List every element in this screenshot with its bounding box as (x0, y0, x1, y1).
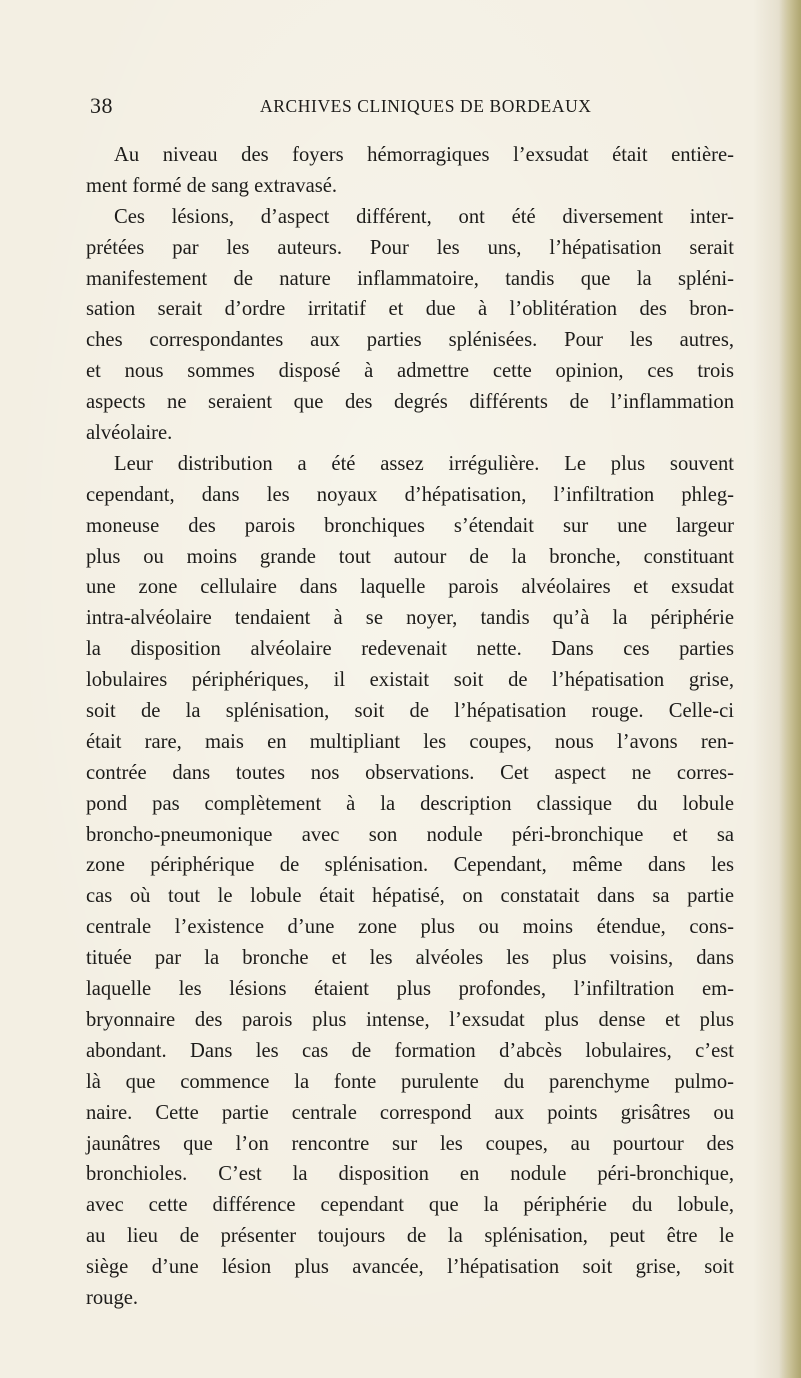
text-line: Ces lésions, d’aspect différent, ont été diversement inter- (114, 205, 734, 228)
text-line: la disposition alvéolaire redevenait nette. Dans ces parties (86, 638, 734, 661)
text-line: avec cette différence cependant que la périphérie du lobule, (86, 1194, 734, 1217)
text-line: prétées par les auteurs. Pour les uns, l’hépatisation serait (86, 236, 734, 259)
running-header (90, 92, 730, 120)
text-line: cependant, dans les noyaux d’hépatisation, l’infiltration phleg- (86, 483, 734, 506)
text-line: bronchioles. C’est la disposition en nodule péri-bronchique, (86, 1163, 734, 1186)
text-line: naire. Cette partie centrale correspond aux points grisâtres ou (86, 1101, 734, 1124)
text-line: aspects ne seraient que des degrés différents de l’inflammation (86, 391, 734, 414)
text-line: laquelle les lésions étaient plus profondes, l’infiltration em- (86, 978, 734, 1001)
text-line: intra-alvéolaire tendaient à se noyer, tandis qu’à la périphérie (86, 607, 734, 630)
text-line: siège d’une lésion plus avancée, l’hépatisation soit grise, soit (86, 1256, 734, 1279)
text-line: pond pas complètement à la description classique du lobule (86, 792, 734, 815)
text-line: lobulaires périphériques, il existait soit de l’hépatisation grise, (86, 669, 734, 692)
text-line: ment formé de sang extravasé. (86, 174, 338, 197)
text-line: alvéolaire. (86, 422, 173, 445)
text-line: au lieu de présenter toujours de la splénisation, peut être le (86, 1225, 734, 1248)
running-title: ARCHIVES CLINIQUES DE BORDEAUX (260, 96, 592, 116)
text-line: cas où tout le lobule était hépatisé, on constatait dans sa partie (86, 885, 734, 908)
text-line: centrale l’existence d’une zone plus ou moins étendue, cons- (86, 916, 734, 939)
text-line: contrée dans toutes nos observations. Cet aspect ne corres- (86, 761, 734, 784)
text-line: soit de la splénisation, soit de l’hépatisation rouge. Celle-ci (86, 700, 734, 723)
body-text (86, 140, 734, 1314)
text-line: jaunâtres que l’on rencontre sur les coupes, au pourtour des (86, 1132, 734, 1155)
text-line: bryonnaire des parois plus intense, l’exsudat plus dense et plus (86, 1008, 734, 1031)
text-line: manifestement de nature inflammatoire, tandis que la spléni- (86, 267, 734, 290)
text-line: abondant. Dans les cas de formation d’abcès lobulaires, c’est (86, 1039, 734, 1062)
text-line: broncho-pneumonique avec son nodule péri-bronchique et sa (86, 823, 734, 846)
text-line: Leur distribution a été assez irrégulière. Le plus souvent (114, 452, 734, 475)
text-line: une zone cellulaire dans laquelle parois alvéolaires et exsudat (86, 576, 734, 599)
text-line: plus ou moins grande tout autour de la bronche, constituant (86, 545, 734, 568)
text-line: moneuse des parois bronchiques s’étendait sur une largeur (86, 514, 734, 537)
text-line: là que commence la fonte purulente du parenchyme pulmo- (86, 1070, 734, 1093)
page-number: 38 (90, 93, 113, 118)
text-line: sation serait d’ordre irritatif et due à l’oblitération des bron- (86, 298, 734, 321)
text-line: tituée par la bronche et les alvéoles les plus voisins, dans (86, 947, 734, 970)
text-line: ches correspondantes aux parties splénisées. Pour les autres, (86, 329, 734, 352)
page-edge-shadow (779, 0, 801, 1378)
text-line: était rare, mais en multipliant les coupes, nous l’avons ren- (86, 730, 734, 753)
text-line: et nous sommes disposé à admettre cette opinion, ces trois (86, 360, 734, 383)
text-line: zone périphérique de splénisation. Cependant, même dans les (86, 854, 734, 877)
text-line: Au niveau des foyers hémorragiques l’exsudat était entière- (114, 144, 734, 166)
text-line: rouge. (86, 1286, 139, 1309)
